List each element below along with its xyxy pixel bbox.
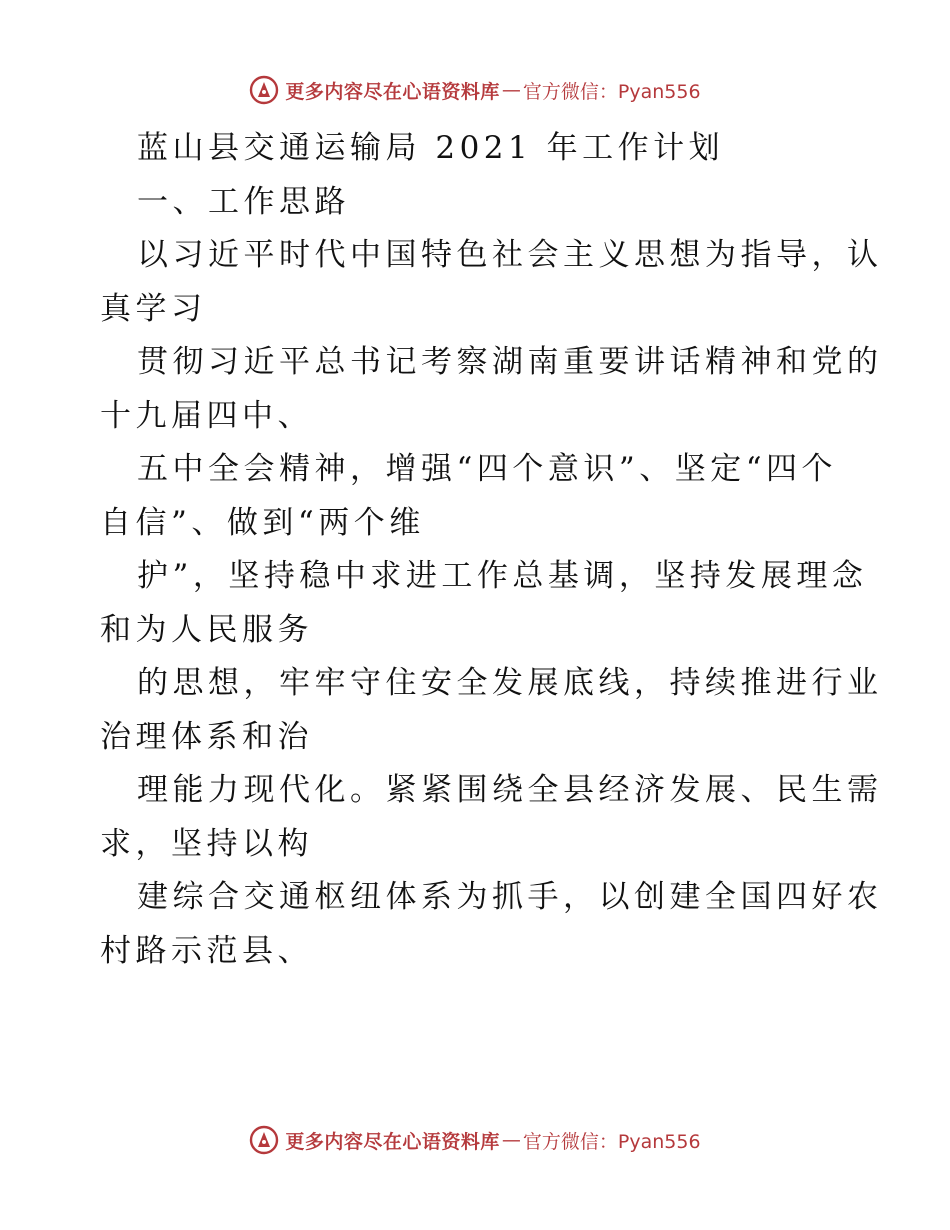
watermark-wechat-text: 官方微信：Pyan556 — [522, 1130, 701, 1153]
paragraph-line: 十九届四中、 — [100, 397, 313, 434]
paragraph-line: 求，坚持以构 — [100, 825, 313, 862]
paragraph-line: 自信”、做到“两个维 — [100, 504, 425, 541]
paragraph-line: 理能力现代化。紧紧围绕全县经济发展、民生需 — [137, 772, 883, 808]
pen-nib-logo-icon — [249, 75, 279, 105]
watermark-banner-top — [0, 70, 950, 110]
paragraph-line: 治理体系和治 — [100, 718, 313, 755]
paragraph-line: 和为人民服务 — [100, 611, 313, 648]
watermark-main-text: 更多内容尽在心语资料库 — [285, 80, 500, 103]
paragraph-line: 建综合交通枢纽体系为抓手，以创建全国四好农 — [137, 879, 883, 915]
paragraph-line: 贯彻习近平总书记考察湖南重要讲话精神和党的 — [137, 344, 883, 380]
document-body — [100, 122, 883, 978]
paragraph-line: 五中全会精神，增强“四个意识”、坚定“四个 — [137, 451, 838, 487]
paragraph-line: 护”，坚持稳中求进工作总基调，坚持发展理念 — [137, 558, 868, 594]
watermark-separator: — — [501, 1129, 521, 1151]
watermark-wechat-text: 官方微信：Pyan556 — [522, 80, 701, 103]
paragraph-line: 真学习 — [100, 290, 207, 327]
pen-nib-logo-icon — [249, 1125, 279, 1155]
watermark-main-text: 更多内容尽在心语资料库 — [285, 1130, 500, 1153]
section-heading: 一、工作思路 — [137, 183, 350, 220]
watermark-banner-bottom — [0, 1120, 950, 1160]
paragraph-line: 的思想，牢牢守住安全发展底线，持续推进行业 — [137, 665, 883, 701]
document-title: 蓝山县交通运输局 2021 年工作计划 — [137, 130, 725, 166]
watermark-separator: — — [501, 79, 521, 101]
paragraph-line: 以习近平时代中国特色社会主义思想为指导，认 — [137, 237, 883, 273]
paragraph-line: 村路示范县、 — [100, 932, 313, 969]
